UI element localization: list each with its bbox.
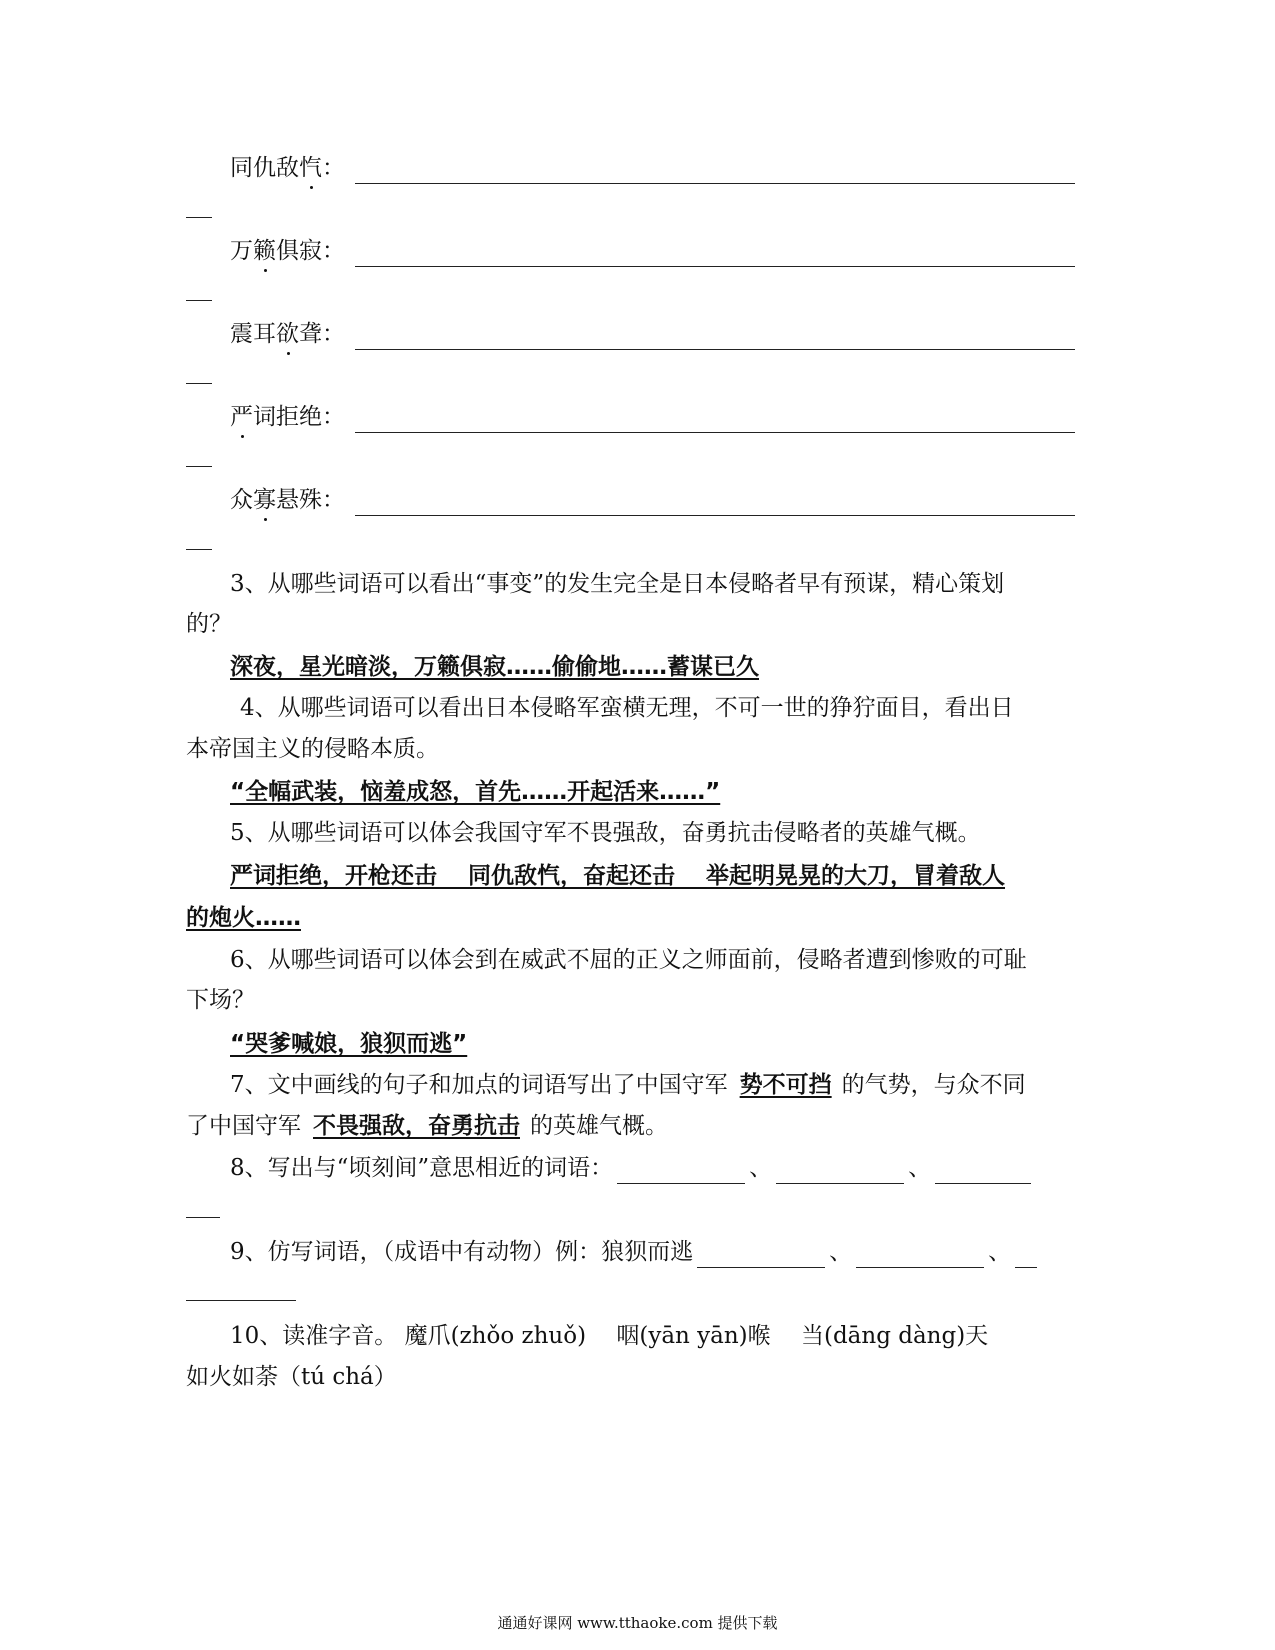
vocab-term <box>230 152 345 184</box>
vocab-row <box>230 399 1075 439</box>
question-9 <box>230 1236 1041 1268</box>
vocab-term <box>230 484 345 516</box>
term-char: 绝 <box>299 404 322 430</box>
vocab-term <box>230 401 345 433</box>
question-5: 5、从哪些词语可以体会我国守军不畏强敌，奋勇抗击侵略者的英雄气概。 <box>230 820 981 846</box>
answer-4: “全幅武装，恼羞成怒，首先……开起活来……” <box>230 779 721 805</box>
term-char: 殊 <box>299 487 322 513</box>
separator: 、 <box>829 1239 853 1265</box>
question-10: 10、读准字音。 魔爪(zhǒo zhuǒ) 咽(yān yān)喉 当(dāng dàng)天 <box>230 1323 989 1349</box>
answer-blank[interactable] <box>776 1157 904 1184</box>
answer-7b: 不畏强敌，奋勇抗击 <box>313 1113 520 1139</box>
separator: 、 <box>988 1239 1012 1265</box>
term-char: 震 <box>230 321 253 347</box>
question-8-text: 8、写出与“顷刻间”意思相近的词语： <box>230 1155 614 1181</box>
term-char: 万 <box>230 238 253 264</box>
term-char: ： <box>322 321 345 347</box>
term-char: ： <box>322 404 345 430</box>
emphasis-char: 欲 <box>276 318 299 350</box>
term-char: ： <box>322 238 345 264</box>
blank-continuation <box>186 383 212 384</box>
question-6-cont: 下场？ <box>186 987 255 1013</box>
answer-blank-line[interactable] <box>355 183 1075 184</box>
vocab-row <box>230 316 1075 356</box>
answer-blank[interactable] <box>935 1157 1031 1184</box>
answer-blank-line[interactable] <box>355 432 1075 433</box>
answer-3: 深夜，星光暗淡，万籁俱寂……偷偷地……蓄谋已久 <box>230 654 759 680</box>
term-char: 词 <box>253 404 276 430</box>
term-char: 同 <box>230 155 253 181</box>
question-7-text: 7、文中画线的句子和加点的词语写出了中国守军 <box>230 1072 728 1098</box>
question-9-text: 9、仿写词语，（成语中有动物）例：狼狈而逃 <box>230 1239 694 1265</box>
answer-blank[interactable] <box>697 1241 825 1268</box>
term-char: 悬 <box>276 487 299 513</box>
question-7 <box>230 1069 1026 1101</box>
term-char: 寂 <box>299 238 322 264</box>
answer-blank[interactable] <box>617 1157 745 1184</box>
question-7-cont <box>186 1110 668 1142</box>
emphasis-char: 忾 <box>299 152 322 184</box>
answer-blank-line[interactable] <box>355 266 1075 267</box>
term-char: 耳 <box>253 321 276 347</box>
blank-continuation <box>186 466 212 467</box>
emphasis-char: 寡 <box>253 484 276 516</box>
term-char: ： <box>322 487 345 513</box>
question-7-text: 的气势，与众不同 <box>841 1072 1026 1098</box>
question-6: 6、从哪些词语可以体会到在威武不屈的正义之师面前，侵略者遭到惨败的可耻 <box>230 947 1027 973</box>
answer-blank-line[interactable] <box>355 349 1075 350</box>
question-7-text: 的英雄气概。 <box>530 1113 668 1139</box>
answer-5-line2: 的炮火…… <box>186 905 301 931</box>
vocab-row <box>230 233 1075 273</box>
question-3: 3、从哪些词语可以看出“事变”的发生完全是日本侵略者早有预谋，精心策划 <box>230 571 1005 597</box>
vocab-term <box>230 235 345 267</box>
blank-continuation <box>186 1217 220 1218</box>
term-char: ： <box>322 155 345 181</box>
question-10-cont: 如火如荼（tú chá） <box>186 1364 397 1390</box>
term-char: 俱 <box>276 238 299 264</box>
vocab-row <box>230 482 1075 522</box>
answer-blank-line[interactable] <box>355 515 1075 516</box>
term-char: 众 <box>230 487 253 513</box>
emphasis-char: 严 <box>230 401 253 433</box>
question-7-text: 了中国守军 <box>186 1113 301 1139</box>
question-4-cont: 本帝国主义的侵略本质。 <box>186 736 439 762</box>
vocab-term <box>230 318 345 350</box>
vocab-row <box>230 150 1075 190</box>
term-char: 敌 <box>276 155 299 181</box>
term-char: 仇 <box>253 155 276 181</box>
answer-blank[interactable] <box>856 1241 984 1268</box>
question-8 <box>230 1152 1035 1184</box>
question-3-cont: 的？ <box>186 611 232 637</box>
blank-continuation <box>186 300 212 301</box>
question-4: 4、从哪些词语可以看出日本侵略军蛮横无理，不可一世的狰狞面目，看出日 <box>240 695 1014 721</box>
answer-blank[interactable] <box>1015 1241 1037 1268</box>
answer-5-line1: 严词拒绝，开枪还击 同仇敌忾，奋起还击 举起明晃晃的大刀，冒着敌人 <box>230 863 1006 889</box>
term-char: 聋 <box>299 321 322 347</box>
blank-continuation <box>186 549 212 550</box>
blank-continuation <box>186 217 212 218</box>
answer-6: “哭爹喊娘，狼狈而逃” <box>230 1031 468 1057</box>
separator: 、 <box>749 1155 773 1181</box>
blank-continuation <box>186 1300 296 1301</box>
page-footer: 通通好课网 www.tthaoke.com 提供下载 <box>497 1614 778 1632</box>
separator: 、 <box>908 1155 932 1181</box>
emphasis-char: 籁 <box>253 235 276 267</box>
answer-7a: 势不可挡 <box>739 1072 832 1098</box>
term-char: 拒 <box>276 404 299 430</box>
